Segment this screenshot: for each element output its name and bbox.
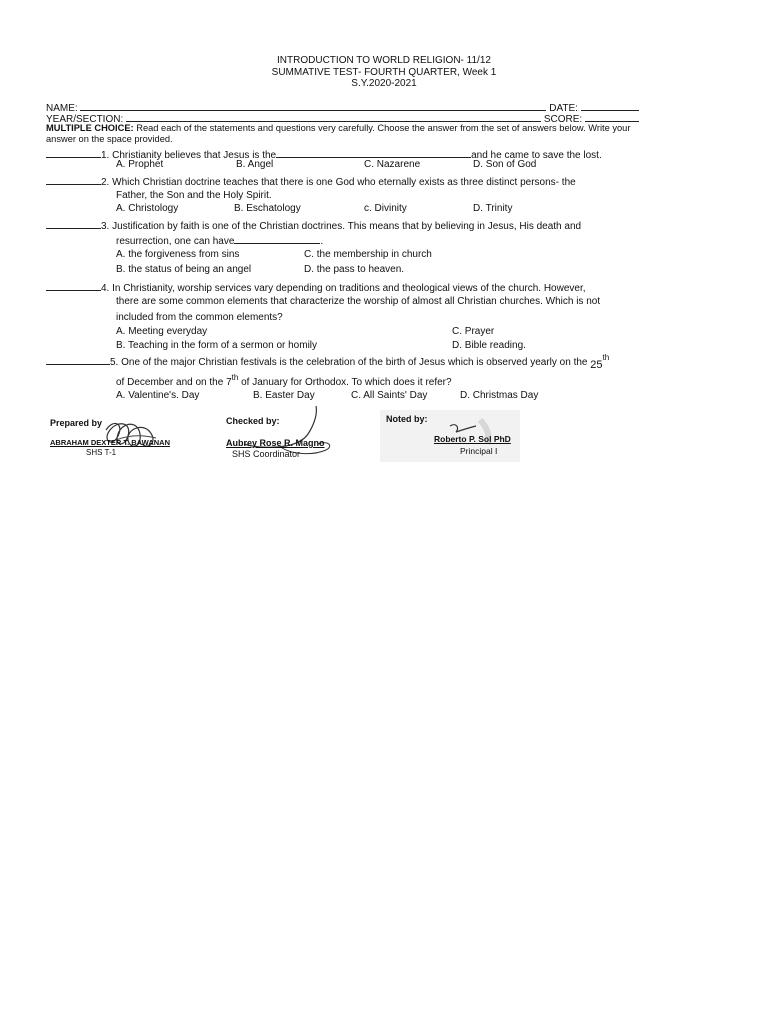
fill-blank[interactable] xyxy=(276,147,471,158)
question-text: Christianity believes that Jesus is the xyxy=(112,150,277,161)
score-label: SCORE: xyxy=(543,114,583,125)
date-label: DATE: xyxy=(549,103,578,114)
checked-by-name: Aubrey Rose R. Magno xyxy=(226,438,325,448)
option-d: D. Son of God xyxy=(473,159,537,170)
answer-blank-2[interactable] xyxy=(46,174,101,185)
option-c: C. the membership in church xyxy=(304,249,432,260)
question-text: One of the major Christian festivals is the celebration of the birth of Jesus which is observed yearly on the xyxy=(121,357,588,368)
question-number: 2. xyxy=(101,177,110,188)
question-4 xyxy=(46,280,586,295)
question-text-end: . xyxy=(320,236,324,247)
noted-by-label: Noted by: xyxy=(386,414,428,424)
option-b: B. Eschatology xyxy=(234,203,301,214)
option-a: A. Meeting everyday xyxy=(116,326,208,337)
option-a: A. Christology xyxy=(116,203,179,214)
question-text: of December and on the 7 xyxy=(116,377,232,388)
option-d: D. Bible reading. xyxy=(452,340,526,351)
fill-blank[interactable] xyxy=(234,233,320,244)
answer-blank-5[interactable] xyxy=(46,354,110,365)
question-3-line-2 xyxy=(116,233,323,248)
option-b: B. Teaching in the form of a sermon or homily xyxy=(116,340,318,351)
answer-blank-3[interactable] xyxy=(46,218,101,229)
question-text: resurrection, one can have xyxy=(116,236,235,247)
option-c: c. Divinity xyxy=(364,203,407,214)
question-5-line-2 xyxy=(116,373,452,389)
answer-blank-4[interactable] xyxy=(46,280,101,291)
name-blank[interactable] xyxy=(80,100,546,111)
question-number: 1. xyxy=(101,150,110,161)
option-d: D. the pass to heaven. xyxy=(304,264,405,275)
question-4-line-3: included from the common elements? xyxy=(116,312,283,323)
question-number: 3. xyxy=(101,221,110,232)
question-text: In Christianity, worship services vary depending on traditions and theological views of the church. However, xyxy=(112,283,586,294)
option-c: C. All Saints' Day xyxy=(351,390,428,401)
year-section-blank[interactable] xyxy=(126,111,541,122)
name-label: NAME: xyxy=(46,103,78,114)
question-text-end: and he came to save the lost. xyxy=(471,150,602,161)
prepared-by-block xyxy=(46,410,196,462)
prepared-by-role: SHS T-1 xyxy=(86,448,117,457)
checked-by-label: Checked by: xyxy=(226,416,280,426)
option-b: B. the status of being an angel xyxy=(116,264,252,275)
instructions-text-2: answer on the space provided. xyxy=(46,134,173,144)
noted-by-name: Roberto P. Sol PhD xyxy=(434,434,511,444)
option-a: A. Valentine's. Day xyxy=(116,390,200,401)
school-year: S.Y.2020-2021 xyxy=(351,78,417,89)
question-5 xyxy=(46,354,609,369)
day-number: 25 xyxy=(590,359,603,371)
document-title: INTRODUCTION TO WORLD RELIGION- 11/12 xyxy=(277,55,491,66)
noted-by-role: Principal I xyxy=(460,446,498,456)
option-b: B. Angel xyxy=(236,159,274,170)
question-2 xyxy=(46,174,576,189)
question-4-line-2: there are some common elements that characterize the worship of almost all Christian churches. Which is not xyxy=(116,296,601,307)
question-2-line-2: Father, the Son and the Holy Spirit. xyxy=(116,190,272,201)
ordinal-suffix: th xyxy=(231,373,239,382)
question-3 xyxy=(46,218,581,233)
option-c: C. Prayer xyxy=(452,326,495,337)
question-text: Which Christian doctrine teaches that there is one God who eternally exists as three distinct persons- the xyxy=(112,177,576,188)
option-c: C. Nazarene xyxy=(364,159,421,170)
answer-blank-1[interactable] xyxy=(46,147,101,158)
question-number: 4. xyxy=(101,283,110,294)
prepared-by-name: ABRAHAM DEXTER T. BAWANAN xyxy=(50,438,170,447)
ordinal-suffix: th xyxy=(602,353,610,362)
noted-by-block xyxy=(380,410,520,462)
checked-by-role: SHS Coordinator xyxy=(232,449,301,459)
question-text: Justification by faith is one of the Christian doctrines. This means that by believing in Jesus, His death and xyxy=(112,221,582,232)
option-a: A. Prophet xyxy=(116,159,164,170)
option-d: D. Trinity xyxy=(473,203,513,214)
question-text-end: of January for Orthodox. To which does it refer? xyxy=(241,377,452,388)
option-d: D. Christmas Day xyxy=(460,390,539,401)
checked-by-block xyxy=(222,404,362,464)
question-number: 5. xyxy=(110,357,119,368)
date-blank[interactable] xyxy=(581,100,639,111)
year-section-label: YEAR/SECTION: xyxy=(46,114,124,125)
prepared-by-label: Prepared by xyxy=(50,418,103,428)
option-b: B. Easter Day xyxy=(253,390,315,401)
document-subtitle: SUMMATIVE TEST- FOURTH QUARTER, Week 1 xyxy=(271,67,497,78)
option-a: A. the forgiveness from sins xyxy=(116,249,240,260)
score-blank[interactable] xyxy=(585,111,639,122)
instructions-text-1: Read each of the statements and questions very carefully. Choose the answer from the set of answers below. Write your xyxy=(136,123,631,133)
instructions-heading: MULTIPLE CHOICE: xyxy=(46,123,134,133)
